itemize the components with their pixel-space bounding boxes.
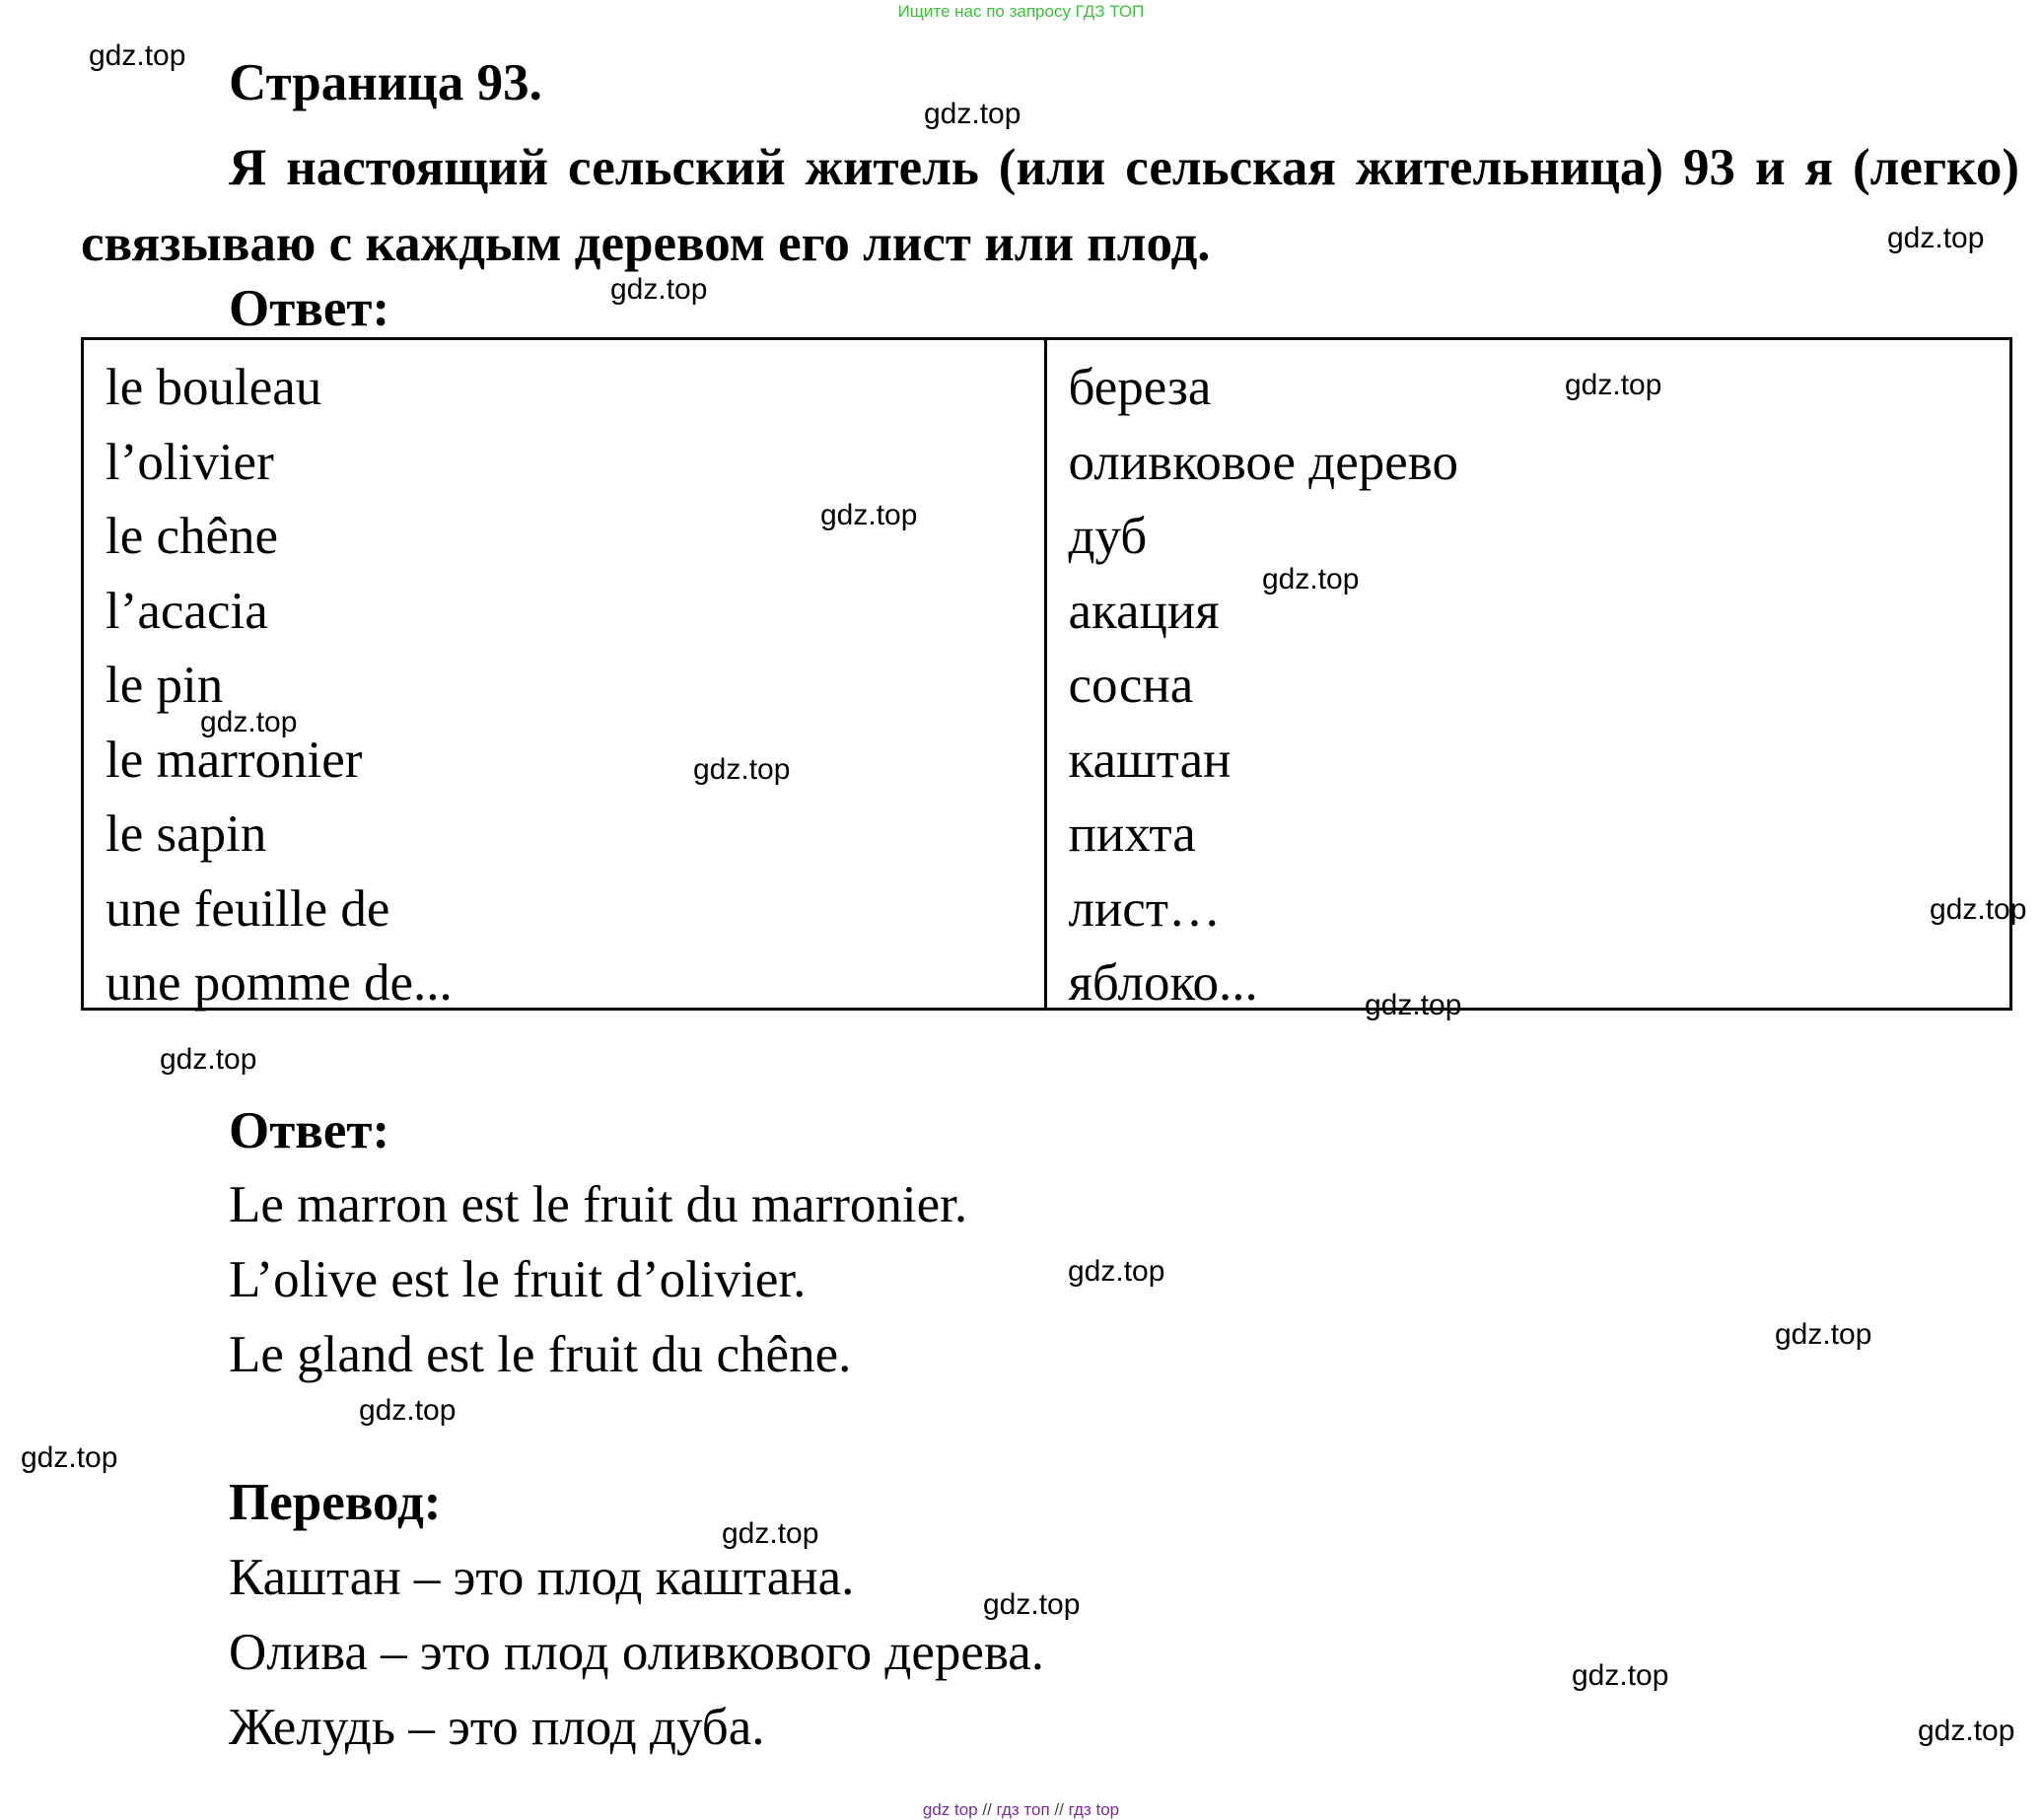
watermark: gdz.top: [21, 1441, 118, 1474]
vocab-french-item: l’acacia: [106, 582, 268, 640]
watermark: gdz.top: [1930, 893, 2027, 926]
top-banner: [0, 2, 2042, 22]
watermark: gdz.top: [722, 1517, 819, 1550]
translation-line: Желудь – это плод дуба.: [229, 1699, 765, 1756]
answer-line: L’olive est le fruit d’olivier.: [229, 1251, 807, 1308]
vocab-column-russian: [1047, 340, 2010, 1012]
page-title: Страница 93.: [229, 54, 542, 111]
vocab-russian-item: яблоко...: [1068, 954, 1258, 1012]
vocab-russian-item: дуб: [1068, 508, 1148, 565]
watermark: gdz.top: [1565, 369, 1662, 401]
bottom-banner-part: гдз топ: [996, 1800, 1050, 1819]
watermark: gdz.top: [820, 499, 918, 531]
task-text: Я настоящий сельский житель (или сельская жительница) 93 и я (легко) связываю с каждым деревом его лист или плод.: [81, 139, 2019, 272]
translation-line: Олива – это плод оливкового дерева.: [229, 1624, 1045, 1681]
watermark: gdz.top: [160, 1043, 257, 1076]
answer-label-2: Ответ:: [229, 1102, 390, 1159]
translation-label: Перевод:: [229, 1474, 442, 1531]
bottom-banner-separator: //: [1054, 1800, 1064, 1819]
watermark: gdz.top: [983, 1588, 1081, 1621]
top-banner-text: Ищите нас по запросу ГДЗ ТОП: [897, 2, 1145, 21]
vocab-french-item: le pin: [106, 657, 224, 714]
vocab-russian-item: лист…: [1068, 879, 1221, 938]
vocab-french-item: le chêne: [106, 508, 279, 565]
answer-label-1: Ответ:: [229, 280, 390, 337]
bottom-banner-separator: //: [982, 1800, 992, 1819]
watermark: gdz.top: [1572, 1659, 1669, 1692]
watermark: gdz.top: [610, 273, 708, 306]
vocab-french-item: le marronier: [106, 731, 363, 789]
vocab-russian-item: сосна: [1068, 657, 1194, 714]
answer-line: Le marron est le fruit du marronier.: [229, 1176, 968, 1233]
vocab-russian-item: акация: [1068, 582, 1220, 640]
watermark: gdz.top: [200, 706, 298, 738]
vocab-russian-item: оливковое дерево: [1068, 433, 1458, 491]
vocab-french-item: l’olivier: [106, 433, 274, 491]
watermark: gdz.top: [89, 39, 186, 72]
translation-line: Каштан – это плод каштана.: [229, 1549, 855, 1606]
watermark: gdz.top: [924, 98, 1021, 130]
bottom-banner: [0, 1800, 2042, 1820]
vocab-russian-item: каштан: [1068, 731, 1232, 789]
bottom-banner-part: гдз top: [1068, 1800, 1120, 1819]
vocab-french-item: une pomme de...: [106, 954, 453, 1012]
watermark: gdz.top: [1068, 1255, 1165, 1288]
bottom-banner-part: gdz top: [922, 1800, 978, 1819]
vocab-russian-item: пихта: [1068, 805, 1196, 863]
watermark: gdz.top: [1775, 1318, 1872, 1351]
watermark: gdz.top: [1262, 563, 1360, 595]
vocab-french-item: le bouleau: [106, 359, 322, 416]
vocab-column-french: [84, 340, 1047, 1012]
watermark: gdz.top: [1887, 222, 1985, 254]
vocab-french-item: une feuille de: [106, 879, 390, 938]
watermark: gdz.top: [1365, 989, 1462, 1021]
vocab-french-item: le sapin: [106, 805, 267, 863]
watermark: gdz.top: [1918, 1715, 2015, 1747]
watermark: gdz.top: [359, 1394, 457, 1427]
watermark: gdz.top: [693, 753, 791, 786]
vocab-russian-item: береза: [1068, 359, 1212, 416]
answer-line: Le gland est le fruit du chêne.: [229, 1326, 852, 1383]
vocab-table: [81, 337, 2012, 1011]
